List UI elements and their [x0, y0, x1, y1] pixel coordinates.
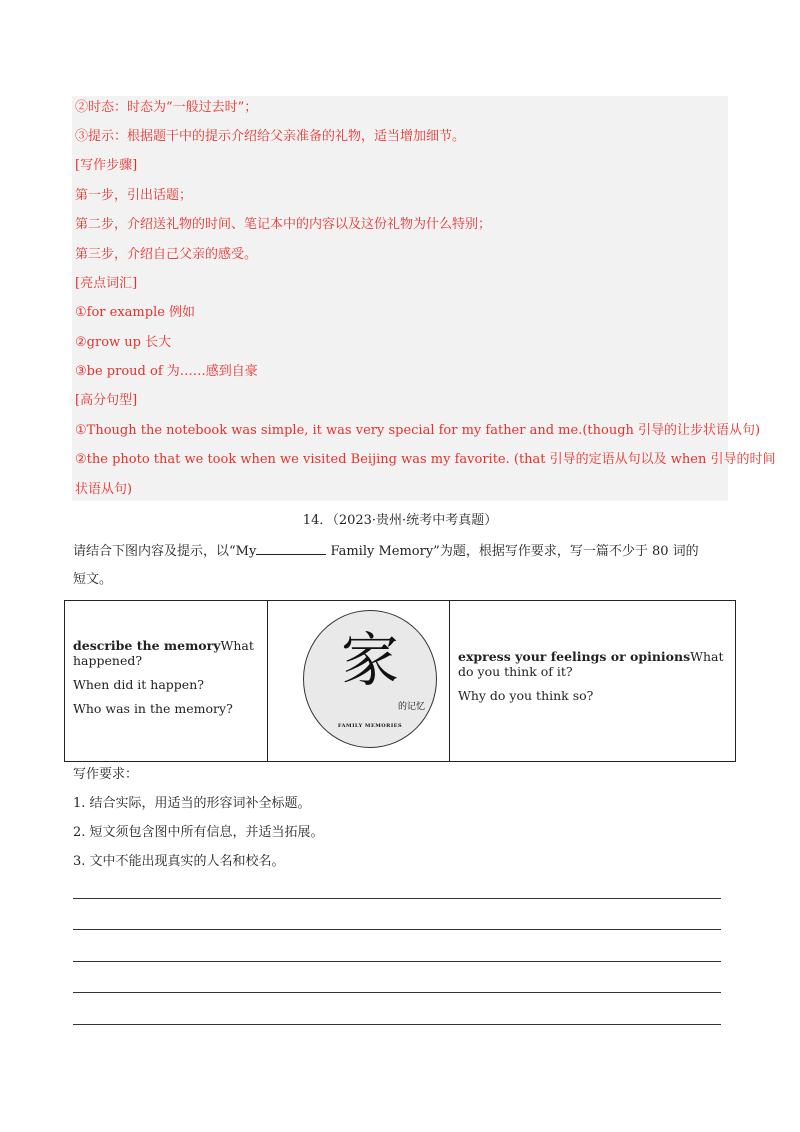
analysis-line: ③提示：根据题干中的提示介绍给父亲准备的礼物，适当增加细节。	[75, 129, 466, 144]
question-heading: 14．（2023·贵州·统考中考真题）	[302, 513, 498, 528]
describe-question-when: When did it happen?	[73, 677, 204, 692]
answer-analysis-box	[72, 96, 776, 501]
analysis-line: 第一步，引出话题；	[75, 188, 193, 203]
analysis-line: ③be proud of 为……感到自豪	[75, 364, 258, 379]
emblem-english: FAMILY MEMORIES	[337, 723, 403, 729]
analysis-line: ①for example 例如	[75, 305, 196, 320]
describe-heading: describe the memory	[73, 638, 221, 653]
question-prompt	[73, 542, 699, 561]
analysis-line: ②grow up 长大	[75, 335, 172, 350]
describe-question: What happened?	[73, 638, 254, 668]
family-memories-emblem	[303, 610, 437, 748]
analysis-line: 第三步，介绍自己父亲的感受。	[75, 247, 258, 262]
answer-line[interactable]	[73, 898, 721, 899]
requirement-item: 3. 文中不能出现真实的人名和校名。	[73, 854, 285, 869]
analysis-line: 状语从句)	[75, 482, 133, 497]
table-cell-opinion	[450, 601, 735, 761]
answer-line[interactable]	[73, 992, 721, 993]
table-cell-image	[268, 601, 450, 761]
requirement-item: 2. 短文须包含图中所有信息，并适当拓展。	[73, 825, 324, 840]
answer-line[interactable]	[73, 1024, 721, 1025]
title-blank	[256, 542, 326, 555]
requirements-title: 写作要求：	[73, 767, 139, 782]
answer-line[interactable]	[73, 929, 721, 930]
table-cell-describe	[65, 601, 268, 761]
analysis-line: ②the photo that we took when we visited Beijing was my favorite. (that 引导的定语从句以及 when 引导的时间	[75, 452, 776, 467]
question-prompt-line2: 短文。	[73, 572, 113, 587]
describe-question-who: Who was in the memory?	[73, 701, 233, 716]
opinion-question: What do you think of it?	[458, 649, 724, 679]
opinion-prompt	[458, 649, 727, 679]
prompt-text-after: Family Memory”为题，根据写作要求，写一篇不少于 80 词的	[326, 544, 699, 559]
opinion-heading: express your feelings or opinions	[458, 649, 691, 664]
analysis-line: ①Though the notebook was simple, it was very special for my father and me.(though 引导的让步状语从句)	[75, 423, 761, 438]
describe-prompt	[73, 638, 259, 668]
analysis-line: 第二步，介绍送礼物的时间、笔记本中的内容以及这份礼物为什么特别；	[75, 217, 492, 232]
analysis-line: ②时态：时态为“一般过去时”；	[75, 100, 258, 115]
requirement-item: 1. 结合实际，用适当的形容词补全标题。	[73, 796, 311, 811]
opinion-question-why: Why do you think so?	[458, 688, 594, 703]
emblem-character: 家	[340, 626, 399, 694]
prompt-table	[64, 600, 736, 762]
analysis-line: [亮点词汇]	[75, 276, 138, 291]
analysis-line: [写作步骤]	[75, 158, 138, 173]
emblem-subtitle: 的记忆	[398, 702, 426, 712]
analysis-line: [高分句型]	[75, 393, 138, 408]
prompt-text-before: 请结合下图内容及提示，以“My	[73, 544, 257, 559]
answer-line[interactable]	[73, 961, 721, 962]
